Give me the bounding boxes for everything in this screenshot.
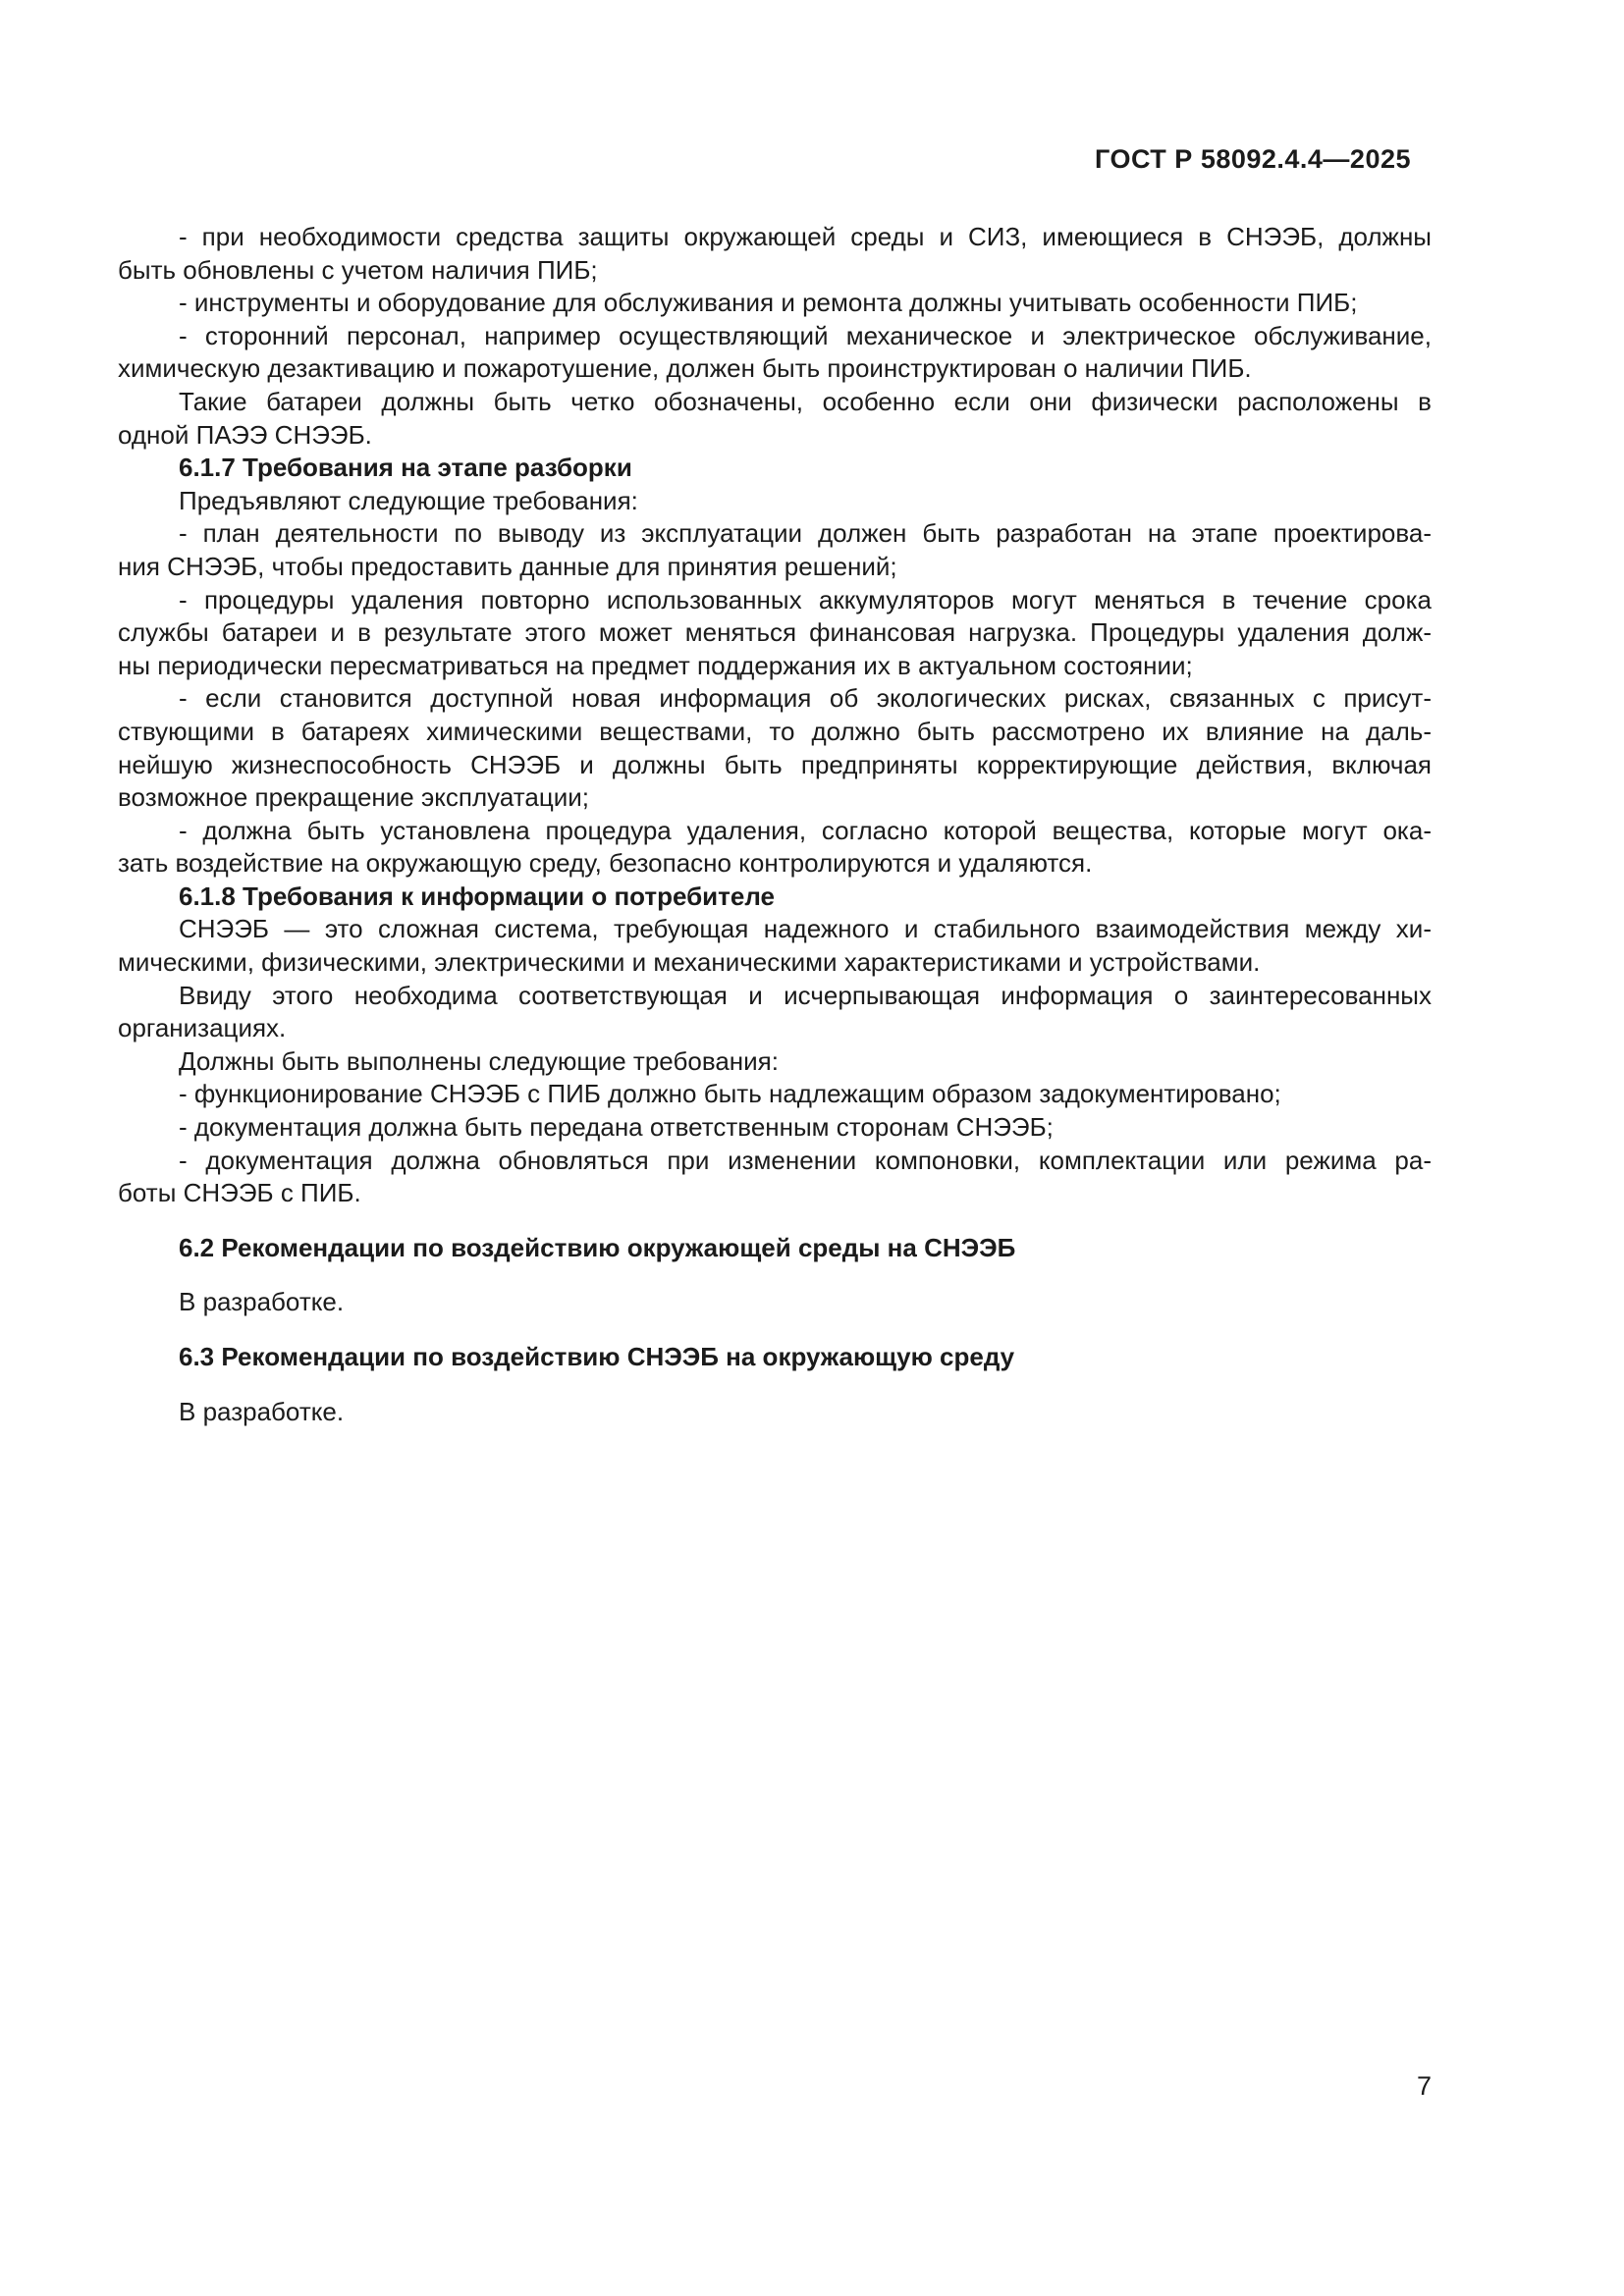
paragraph <box>118 1286 1432 1319</box>
text-line: 6.1.8 Требования к информации о потребителе <box>179 881 775 911</box>
paragraph <box>118 1111 1432 1145</box>
document-body <box>118 221 1432 1428</box>
text-line: В разработке. <box>179 1396 345 1426</box>
text-line: Должны быть выполнены следующие требования: <box>179 1045 779 1076</box>
text-line: СНЭЭБ — это сложная система, требующая надежного и стабильного взаимодействия между хи- <box>179 914 1432 944</box>
text-line: Ввиду этого необходима соответствующая и исчерпывающая информация о заинтересованных <box>179 980 1432 1010</box>
paragraph <box>118 682 1432 814</box>
text-line: химическую дезактивацию и пожаротушение, должен быть проинструктирован о наличии ПИБ. <box>118 353 1252 384</box>
paragraph <box>118 485 1432 518</box>
text-line: Предъявляют следующие требования: <box>179 485 638 515</box>
section-heading <box>118 1341 1432 1374</box>
paragraph <box>118 1396 1432 1429</box>
page-number: 7 <box>1416 2071 1432 2101</box>
doc-header: ГОСТ Р 58092.4.4—2025 <box>1095 144 1411 174</box>
text-line: нейшую жизнеспособность СНЭЭБ и должны быть предприняты корректирующие действия, включая <box>118 749 1432 779</box>
paragraph <box>118 1045 1432 1079</box>
text-line: - процедуры удаления повторно использованных аккумуляторов могут меняться в течение срока <box>179 584 1432 614</box>
paragraph <box>118 221 1432 287</box>
paragraph <box>118 584 1432 683</box>
text-line: - должна быть установлена процедура удаления, согласно которой вещества, которые могут ока- <box>179 815 1432 845</box>
text-line: ны периодически пересматриваться на предмет поддержания их в актуальном состоянии; <box>118 650 1193 680</box>
text-line: Такие батареи должны быть четко обозначены, особенно если они физически расположены в <box>179 386 1432 416</box>
text-line: возможное прекращение эксплуатации; <box>118 782 589 813</box>
paragraph <box>118 517 1432 583</box>
text-line: 6.2 Рекомендации по воздействию окружающей среды на СНЭЭБ <box>179 1232 1016 1262</box>
text-line: зать воздействие на окружающую среду, безопасно контролируются и удаляются. <box>118 848 1093 879</box>
text-line: организациях. <box>118 1013 287 1043</box>
text-line: - план деятельности по выводу из эксплуатации должен быть разработан на этапе проектирова- <box>179 518 1432 549</box>
paragraph <box>118 913 1432 979</box>
text-line: боты СНЭЭБ с ПИБ. <box>118 1178 361 1208</box>
text-line: - документация должна быть передана ответственным сторонам СНЭЭБ; <box>179 1112 1054 1143</box>
paragraph <box>118 980 1432 1045</box>
paragraph <box>118 320 1432 386</box>
text-line: 6.3 Рекомендации по воздействию СНЭЭБ на окружающую среду <box>179 1342 1015 1371</box>
subsection-heading <box>118 881 1432 914</box>
text-line: В разработке. <box>179 1287 345 1317</box>
section-heading <box>118 1232 1432 1265</box>
text-line: 6.1.7 Требования на этапе разборки <box>179 453 632 483</box>
paragraph <box>118 386 1432 452</box>
paragraph <box>118 287 1432 320</box>
text-line: мическими, физическими, электрическими и механическими характеристиками и устройствами. <box>118 947 1261 978</box>
text-line: ствующими в батареях химическими веществами, то должно быть рассмотрено их влияние на даль- <box>118 716 1432 746</box>
text-line: службы батареи и в результате этого может меняться финансовая нагрузка. Процедуры удаления долж- <box>118 617 1432 648</box>
text-line: ния СНЭЭБ, чтобы предоставить данные для принятия решений; <box>118 551 897 581</box>
text-line: - функционирование СНЭЭБ с ПИБ должно быть надлежащим образом задокументировано; <box>179 1079 1281 1109</box>
text-line: - документация должна обновляться при изменении компоновки, комплектации или режима ра- <box>179 1145 1432 1175</box>
text-line: - инструменты и оборудование для обслуживания и ремонта должны учитывать особенности ПИБ; <box>179 288 1358 318</box>
text-line: одной ПАЭЭ СНЭЭБ. <box>118 419 372 450</box>
paragraph <box>118 1145 1432 1210</box>
text-line: быть обновлены с учетом наличия ПИБ; <box>118 254 598 285</box>
text-line: - сторонний персонал, например осуществляющий механическое и электрическое обслуживание, <box>179 320 1432 350</box>
subsection-heading <box>118 452 1432 485</box>
text-line: - если становится доступной новая информация об экологических рисках, связанных с присут- <box>179 683 1432 714</box>
paragraph <box>118 1078 1432 1111</box>
paragraph <box>118 815 1432 881</box>
text-line: - при необходимости средства защиты окружающей среды и СИЗ, имеющиеся в СНЭЭБ, должны <box>179 222 1432 251</box>
